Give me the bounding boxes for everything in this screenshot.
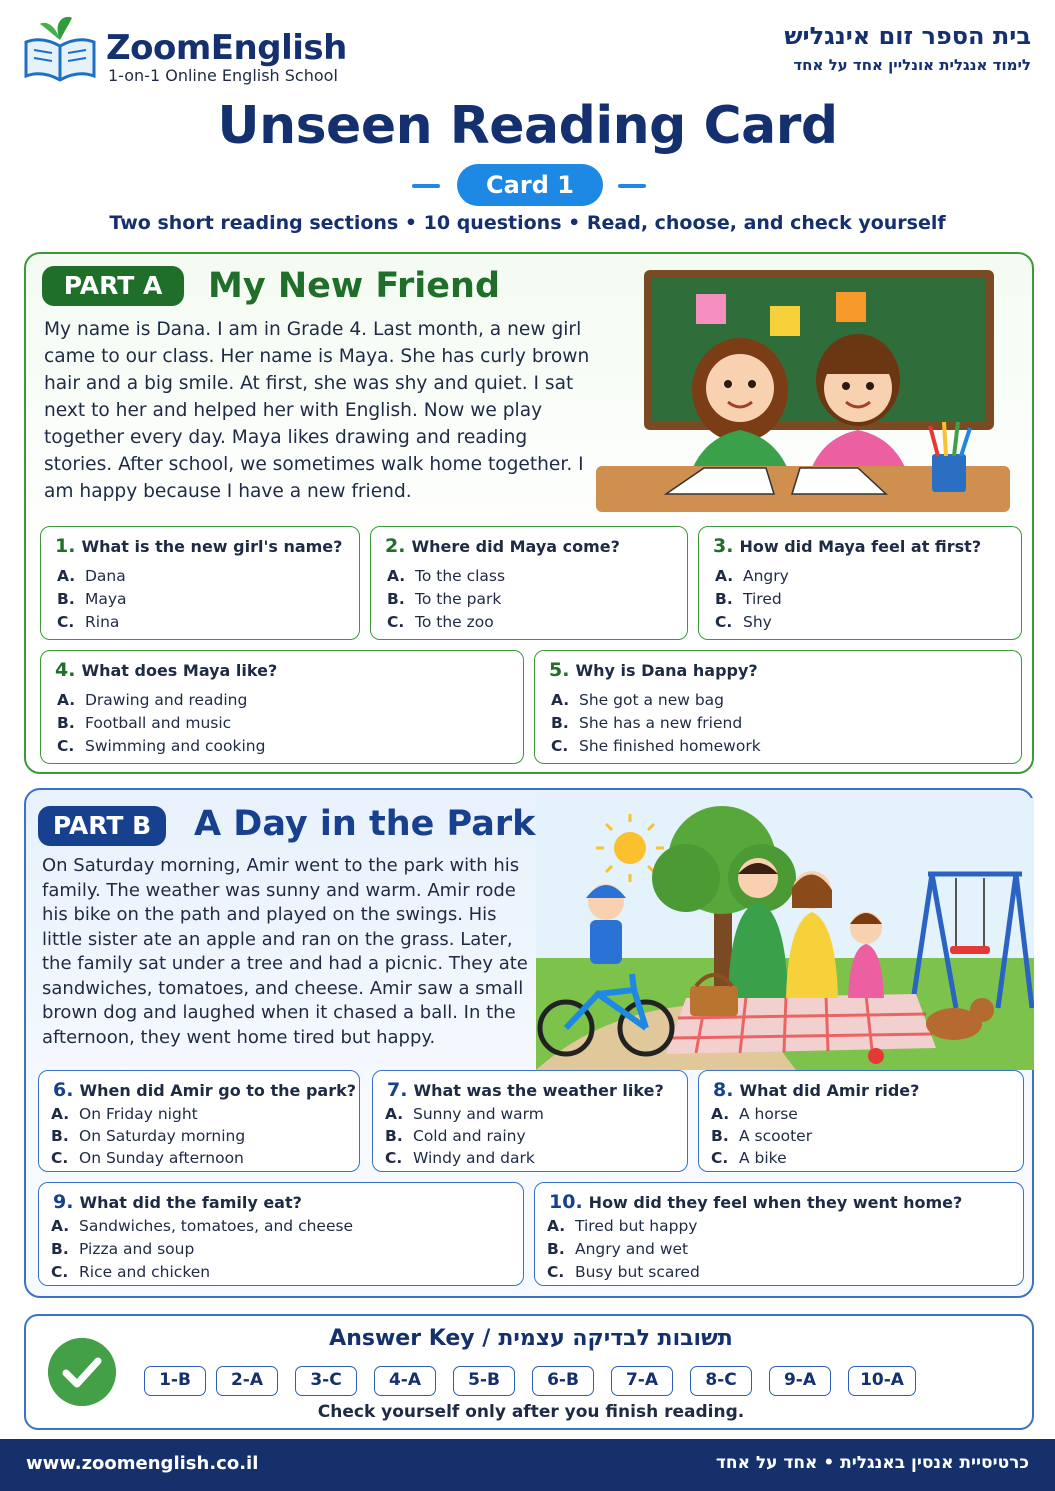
option-text: Tired [743, 590, 782, 608]
logo [22, 12, 382, 84]
question-text: How did they feel when they went home? [588, 1193, 963, 1212]
answer-option[interactable] [551, 689, 761, 712]
option-letter: C. [715, 613, 733, 631]
answer-option[interactable] [57, 565, 127, 588]
option-letter: A. [57, 567, 76, 585]
option-letter: A. [51, 1105, 70, 1123]
card-badge: Card 1 [457, 164, 603, 206]
park-picnic-illustration [536, 798, 1034, 1070]
option-text: On Friday night [79, 1105, 198, 1123]
option-text: Sunny and warm [413, 1105, 544, 1123]
answer-option[interactable] [57, 689, 265, 712]
option-text: She finished homework [579, 737, 761, 755]
answer-option[interactable] [387, 611, 505, 634]
part-b-label: PART B [38, 806, 166, 846]
option-letter: A. [551, 691, 570, 709]
question-card-10 [534, 1182, 1024, 1286]
card-label-row [0, 164, 1055, 208]
option-text: Angry [743, 567, 789, 585]
option-text: A bike [739, 1149, 787, 1167]
option-letter: B. [711, 1127, 729, 1145]
answer-key-item: 1-B [144, 1366, 206, 1396]
option-letter: C. [387, 613, 405, 631]
divider-left [412, 184, 440, 188]
subtitle: Two short reading sections • 10 questions • Read, choose, and check yourself [109, 212, 946, 234]
brand-tagline: 1-on-1 Online English School [108, 66, 338, 85]
page-title: Unseen Reading Card [217, 96, 838, 156]
part-b-story: On Saturday morning, Amir went to the park with his family. The weather was sunny and warm. Amir rode his bike on the path and played on the swings. His little sister ate an apple and ran on the grass. Later, the family sat under a tree and had a picnic. They ate sandwiches, tomatoes, and cheese. Amir saw a small brown dog and laughed when it chased a ball. In the afternoon, they went home tired but happy. [42, 855, 528, 1048]
answer-option[interactable] [385, 1103, 544, 1125]
question-card-1 [40, 526, 360, 640]
answer-key-title-he: תשובות לבדיקה עצמית [498, 1326, 733, 1351]
answer-option[interactable] [51, 1215, 353, 1238]
answer-option[interactable] [711, 1125, 812, 1147]
option-text: Drawing and reading [85, 691, 248, 709]
divider-right [618, 184, 646, 188]
option-text: To the zoo [415, 613, 494, 631]
option-letter: C. [711, 1149, 729, 1167]
option-text: Rice and chicken [79, 1263, 211, 1281]
part-b-section [24, 788, 1034, 1298]
option-text: She has a new friend [579, 714, 743, 732]
question-text: What did the family eat? [79, 1193, 302, 1212]
question-number: 1. [55, 535, 76, 557]
option-text: Rina [85, 613, 120, 631]
answer-option[interactable] [51, 1147, 245, 1169]
answer-key-item: 4-A [374, 1366, 436, 1396]
option-letter: A. [51, 1217, 70, 1235]
answer-option[interactable] [57, 611, 127, 634]
option-letter: A. [715, 567, 734, 585]
answer-key-item: 10-A [848, 1366, 916, 1396]
answer-key-title-en: Answer Key / [329, 1326, 491, 1351]
option-letter: A. [547, 1217, 566, 1235]
question-card-2 [370, 526, 688, 640]
answer-option[interactable] [547, 1215, 700, 1238]
option-letter: C. [547, 1263, 565, 1281]
option-letter: B. [57, 590, 75, 608]
answer-option[interactable] [715, 565, 789, 588]
question-card-7 [372, 1070, 688, 1172]
question-text: What does Maya like? [81, 661, 278, 680]
question-number: 6. [53, 1079, 74, 1101]
question-text: When did Amir go to the park? [79, 1081, 357, 1100]
answer-key-note: Check yourself only after you finish reading. [317, 1402, 745, 1422]
answer-key-title [26, 1326, 1036, 1351]
part-a-section [24, 252, 1034, 774]
option-text: Football and music [85, 714, 232, 732]
answer-option[interactable] [57, 588, 127, 611]
option-text: On Saturday morning [79, 1127, 246, 1145]
answer-option[interactable] [387, 565, 505, 588]
answer-option[interactable] [551, 735, 761, 758]
classroom-illustration [596, 270, 1016, 518]
option-text: A scooter [739, 1127, 813, 1145]
part-b-title: A Day in the Park [194, 804, 536, 844]
answer-key-item: 3-C [295, 1366, 357, 1396]
question-number: 5. [549, 659, 570, 681]
option-letter: B. [551, 714, 569, 732]
option-text: Tired but happy [575, 1217, 698, 1235]
answer-option[interactable] [551, 712, 761, 735]
option-text: Busy but scared [575, 1263, 700, 1281]
question-number: 4. [55, 659, 76, 681]
question-card-4 [40, 650, 524, 764]
question-number: 7. [387, 1079, 408, 1101]
option-text: To the park [415, 590, 502, 608]
option-letter: A. [385, 1105, 404, 1123]
answer-option[interactable] [385, 1147, 544, 1169]
option-letter: C. [51, 1263, 69, 1281]
option-text: Swimming and cooking [85, 737, 266, 755]
answer-option[interactable] [711, 1103, 812, 1125]
part-a-story: My name is Dana. I am in Grade 4. Last month, a new girl came to our class. Her name is Maya. She has curly brown hair and a big smile. At first, she was shy and quiet. I sat next to her and helped her with English. Now we play together every day. Maya likes drawing and reading stories. After school, we sometimes walk home together. I am happy because I have a new friend. [44, 319, 590, 502]
option-text: Windy and dark [413, 1149, 535, 1167]
option-text: To the class [415, 567, 506, 585]
answer-key-section [24, 1314, 1034, 1430]
option-text: Cold and rainy [413, 1127, 526, 1145]
option-letter: C. [551, 737, 569, 755]
answer-option[interactable] [57, 712, 265, 735]
option-text: Angry and wet [575, 1240, 689, 1258]
question-card-8 [698, 1070, 1024, 1172]
answer-key-item: 2-A [216, 1366, 278, 1396]
answer-key-item: 8-C [690, 1366, 752, 1396]
part-a-title: My New Friend [208, 266, 501, 306]
question-number: 10. [549, 1191, 583, 1213]
option-letter: B. [387, 590, 405, 608]
part-a-label: PART A [42, 266, 184, 306]
answer-option[interactable] [715, 611, 789, 634]
answer-option[interactable] [51, 1238, 353, 1261]
question-text: What did Amir ride? [739, 1081, 920, 1100]
answer-key-item: 5-B [453, 1366, 515, 1396]
option-letter: B. [57, 714, 75, 732]
answer-key-item: 7-A [611, 1366, 673, 1396]
answer-option[interactable] [51, 1125, 245, 1147]
option-letter: B. [51, 1240, 69, 1258]
question-text: What was the weather like? [413, 1081, 664, 1100]
hebrew-tagline: לימוד אנגלית אונליין אחד על אחד [793, 56, 1031, 74]
answer-key-item: 6-B [532, 1366, 594, 1396]
option-text: She got a new bag [579, 691, 725, 709]
option-text: Shy [743, 613, 772, 631]
option-text: A horse [739, 1105, 798, 1123]
question-number: 2. [385, 535, 406, 557]
answer-option[interactable] [547, 1261, 700, 1284]
question-text: What is the new girl's name? [81, 537, 343, 556]
option-letter: B. [547, 1240, 565, 1258]
option-text: On Sunday afternoon [79, 1149, 244, 1167]
question-number: 8. [713, 1079, 734, 1101]
answer-option[interactable] [387, 588, 505, 611]
website-link[interactable]: www.zoomenglish.co.il [26, 1453, 259, 1474]
question-card-6 [38, 1070, 360, 1172]
footer-hebrew-text: כרטיסיית אנסין באנגלית • אחד על אחד [715, 1453, 1029, 1473]
question-text: Why is Dana happy? [575, 661, 758, 680]
answer-option[interactable] [547, 1238, 700, 1261]
option-text: Sandwiches, tomatoes, and cheese [79, 1217, 354, 1235]
question-card-5 [534, 650, 1022, 764]
question-number: 3. [713, 535, 734, 557]
answer-option[interactable] [57, 735, 265, 758]
question-text: Where did Maya come? [411, 537, 620, 556]
option-text: Maya [85, 590, 127, 608]
answer-option[interactable] [385, 1125, 544, 1147]
option-letter: C. [57, 613, 75, 631]
question-card-3 [698, 526, 1022, 640]
option-letter: B. [385, 1127, 403, 1145]
option-text: Dana [85, 567, 126, 585]
option-letter: A. [711, 1105, 730, 1123]
option-letter: A. [387, 567, 406, 585]
option-letter: B. [715, 590, 733, 608]
answer-key-item: 9-A [769, 1366, 831, 1396]
open-book-icon [22, 14, 98, 82]
brand-name: ZoomEnglish [106, 28, 347, 68]
answer-option[interactable] [715, 588, 789, 611]
option-letter: C. [57, 737, 75, 755]
question-number: 9. [53, 1191, 74, 1213]
question-card-9 [38, 1182, 524, 1286]
question-text: How did Maya feel at first? [739, 537, 982, 556]
answer-option[interactable] [51, 1261, 353, 1284]
option-letter: B. [51, 1127, 69, 1145]
answer-option[interactable] [711, 1147, 812, 1169]
option-text: Pizza and soup [79, 1240, 195, 1258]
option-letter: C. [51, 1149, 69, 1167]
footer [0, 1439, 1055, 1491]
option-letter: A. [57, 691, 76, 709]
option-letter: C. [385, 1149, 403, 1167]
hebrew-school-name: בית הספר זום אינגליש [784, 22, 1031, 50]
answer-option[interactable] [51, 1103, 245, 1125]
